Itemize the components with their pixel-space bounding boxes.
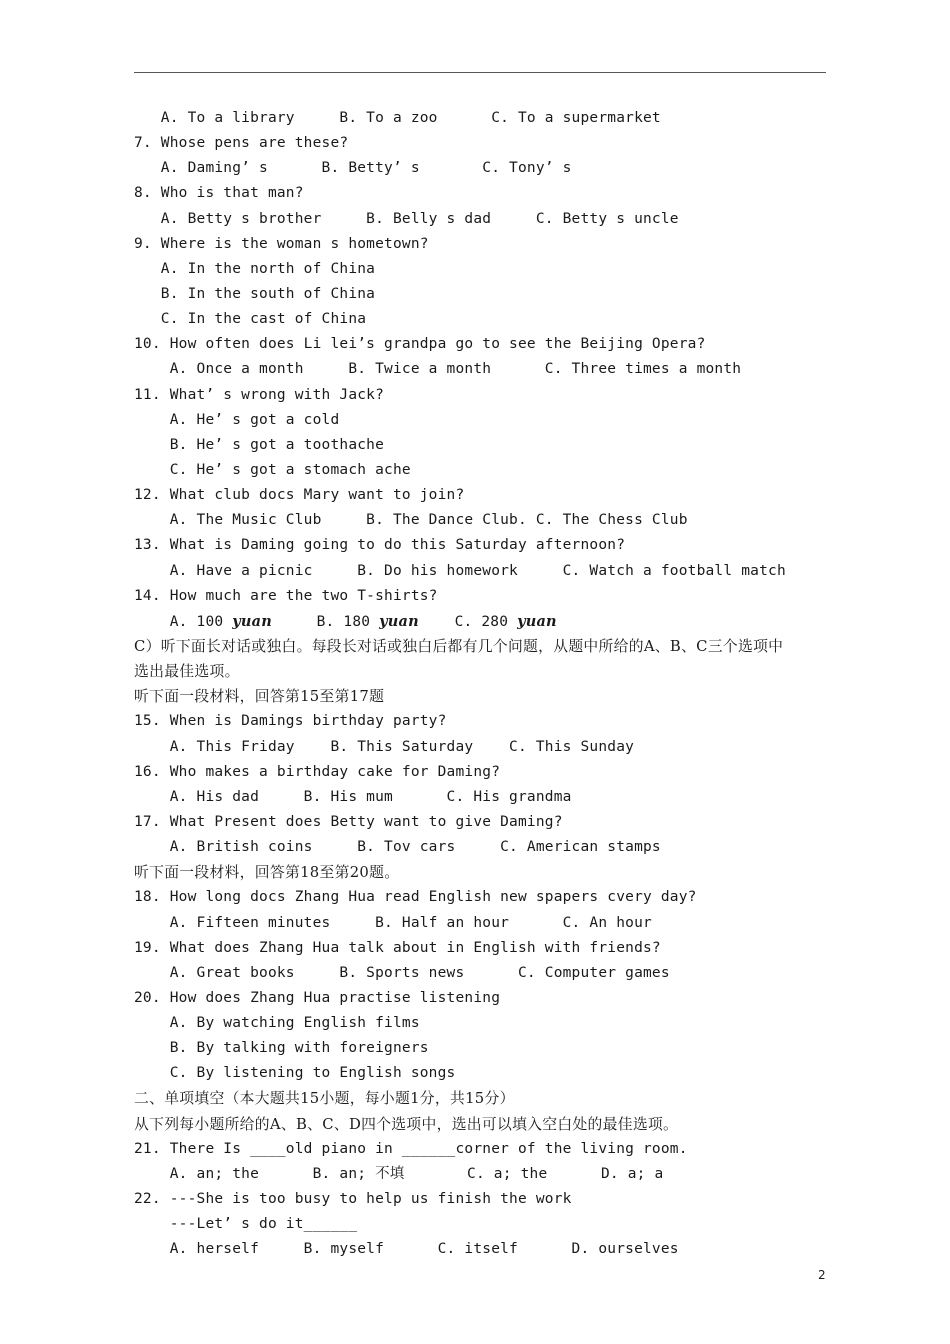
currency-unit: yuan: [232, 612, 272, 630]
text-line: [134, 232, 834, 257]
text-line: [134, 760, 834, 785]
page-number: 2: [818, 1268, 826, 1282]
text-line: [134, 332, 834, 357]
text-line: [134, 1086, 834, 1111]
line-text: B. He’ s got a toothache: [134, 436, 385, 453]
text-line: [134, 131, 834, 156]
line-text: A. British coins B. Tov cars C. American stamps: [134, 839, 661, 856]
text-line: [134, 533, 834, 558]
line-text: A. Daming’ s B. Betty’ s C. Tony’ s: [134, 160, 572, 177]
line-text: 11. What’ s wrong with Jack?: [134, 386, 385, 403]
line-text: B. By talking with foreigners: [134, 1040, 429, 1057]
text-line: [134, 307, 834, 332]
text-line: [134, 1237, 834, 1262]
line-text: 12. What club docs Mary want to join?: [134, 487, 465, 504]
text-line: [134, 1011, 834, 1036]
line-text: 10. How often does Li lei’s grandpa go to see the Beijing Opera?: [134, 336, 706, 353]
text-line: [134, 156, 834, 181]
text-line: [134, 609, 834, 634]
line-text: ---Let’ s do it______: [134, 1216, 358, 1233]
line-text: 21. There Is ____old piano in ______corner of the living room.: [134, 1140, 688, 1157]
line-text: C. In the cast of China: [134, 311, 367, 328]
line-text: C）听下面长对话或独白。每段长对话或独白后都有几个问题，从题中所给的A、B、C三个选项中: [134, 637, 784, 655]
line-text: A. To a library B. To a zoo C. To a supermarket: [134, 110, 661, 126]
text-line: [134, 936, 834, 961]
line-text: A. By watching English films: [134, 1015, 420, 1032]
text-line: [134, 911, 834, 936]
header-rule: [134, 72, 826, 73]
line-text: 19. What does Zhang Hua talk about in English with friends?: [134, 939, 661, 956]
line-text: A. He’ s got a cold: [134, 411, 340, 428]
line-text: A. Betty s brother B. Belly s dad C. Betty s uncle: [134, 210, 679, 227]
line-text: A. This Friday B. This Saturday C. This Sunday: [134, 738, 635, 755]
text-line: [134, 257, 834, 282]
line-text: A. Have a picnic B. Do his homework C. Watch a football match: [134, 562, 786, 579]
text-line: [134, 684, 834, 709]
line-text: A. an; the B. an; 不填 C. a; the D. a; a: [134, 1165, 664, 1182]
text-line: [134, 810, 834, 835]
line-text: C. By listening to English songs: [134, 1065, 456, 1082]
text-line: [134, 1187, 834, 1212]
text-line: [134, 1061, 834, 1086]
text-line: [134, 483, 834, 508]
text-line: [134, 584, 834, 609]
text-line: [134, 634, 834, 659]
line-text: A. 100: [134, 613, 233, 630]
text-line: [134, 559, 834, 584]
line-text: C. 280: [418, 613, 518, 630]
line-text: 14. How much are the two T-shirts?: [134, 587, 438, 604]
text-line: [134, 357, 834, 382]
line-text: 20. How does Zhang Hua practise listening: [134, 989, 501, 1006]
line-text: 13. What is Daming going to do this Saturday afternoon?: [134, 537, 626, 554]
line-text: 听下面一段材料，回答第18至第20题。: [134, 864, 400, 882]
line-text: 16. Who makes a birthday cake for Daming?: [134, 763, 501, 780]
line-text: B. 180: [271, 613, 380, 630]
text-line: [134, 986, 834, 1011]
currency-unit: yuan: [517, 612, 557, 630]
text-line: [134, 785, 834, 810]
currency-unit: yuan: [379, 612, 419, 630]
text-line: [134, 1162, 834, 1187]
line-text: 18. How long docs Zhang Hua read English new spapers cvery day?: [134, 889, 697, 906]
line-text: 听下面一段材料，回答第15至第17题: [134, 688, 385, 706]
line-text: A. herself B. myself C. itself D. ourselves: [134, 1241, 679, 1258]
text-line: [134, 659, 834, 684]
text-line: [134, 408, 834, 433]
line-text: A. Once a month B. Twice a month C. Three times a month: [134, 361, 742, 378]
text-line: [134, 885, 834, 910]
text-line: [134, 709, 834, 734]
line-text: A. His dad B. His mum C. His grandma: [134, 788, 572, 805]
text-line: [134, 835, 834, 860]
document-body: [134, 106, 834, 1262]
text-line: [134, 433, 834, 458]
line-text: 二、单项填空（本大题共15小题，每小题1分，共15分）: [134, 1090, 515, 1108]
text-line: [134, 1137, 834, 1162]
text-line: [134, 181, 834, 206]
line-text: 从下列每小题所给的A、B、C、D四个选项中，选出可以填入空白处的最佳选项。: [134, 1115, 679, 1133]
text-line: [134, 1212, 834, 1237]
line-text: 选出最佳选项。: [134, 663, 240, 681]
line-text: 7. Whose pens are these?: [134, 135, 349, 152]
text-line: [134, 383, 834, 408]
text-line: [134, 1036, 834, 1061]
text-line: [134, 735, 834, 760]
line-text: 15. When is Damings birthday party?: [134, 713, 447, 730]
line-text: 22. ---She is too busy to help us finish the work: [134, 1191, 572, 1208]
text-line: [134, 1112, 834, 1137]
line-text: B. In the south of China: [134, 285, 376, 302]
line-text: 8. Who is that man?: [134, 185, 304, 202]
text-line: [134, 961, 834, 986]
text-line: [134, 282, 834, 307]
text-line: [134, 207, 834, 232]
line-text: 17. What Present does Betty want to give Daming?: [134, 813, 563, 830]
text-line: [134, 508, 834, 533]
text-line: [134, 860, 834, 885]
text-line: [134, 106, 834, 131]
line-text: C. He’ s got a stomach ache: [134, 461, 411, 478]
line-text: A. Great books B. Sports news C. Computer games: [134, 964, 670, 981]
line-text: 9. Where is the woman s hometown?: [134, 235, 429, 252]
line-text: A. Fifteen minutes B. Half an hour C. An hour: [134, 914, 652, 931]
line-text: A. The Music Club B. The Dance Club. C. The Chess Club: [134, 512, 688, 529]
line-text: A. In the north of China: [134, 260, 376, 277]
text-line: [134, 458, 834, 483]
